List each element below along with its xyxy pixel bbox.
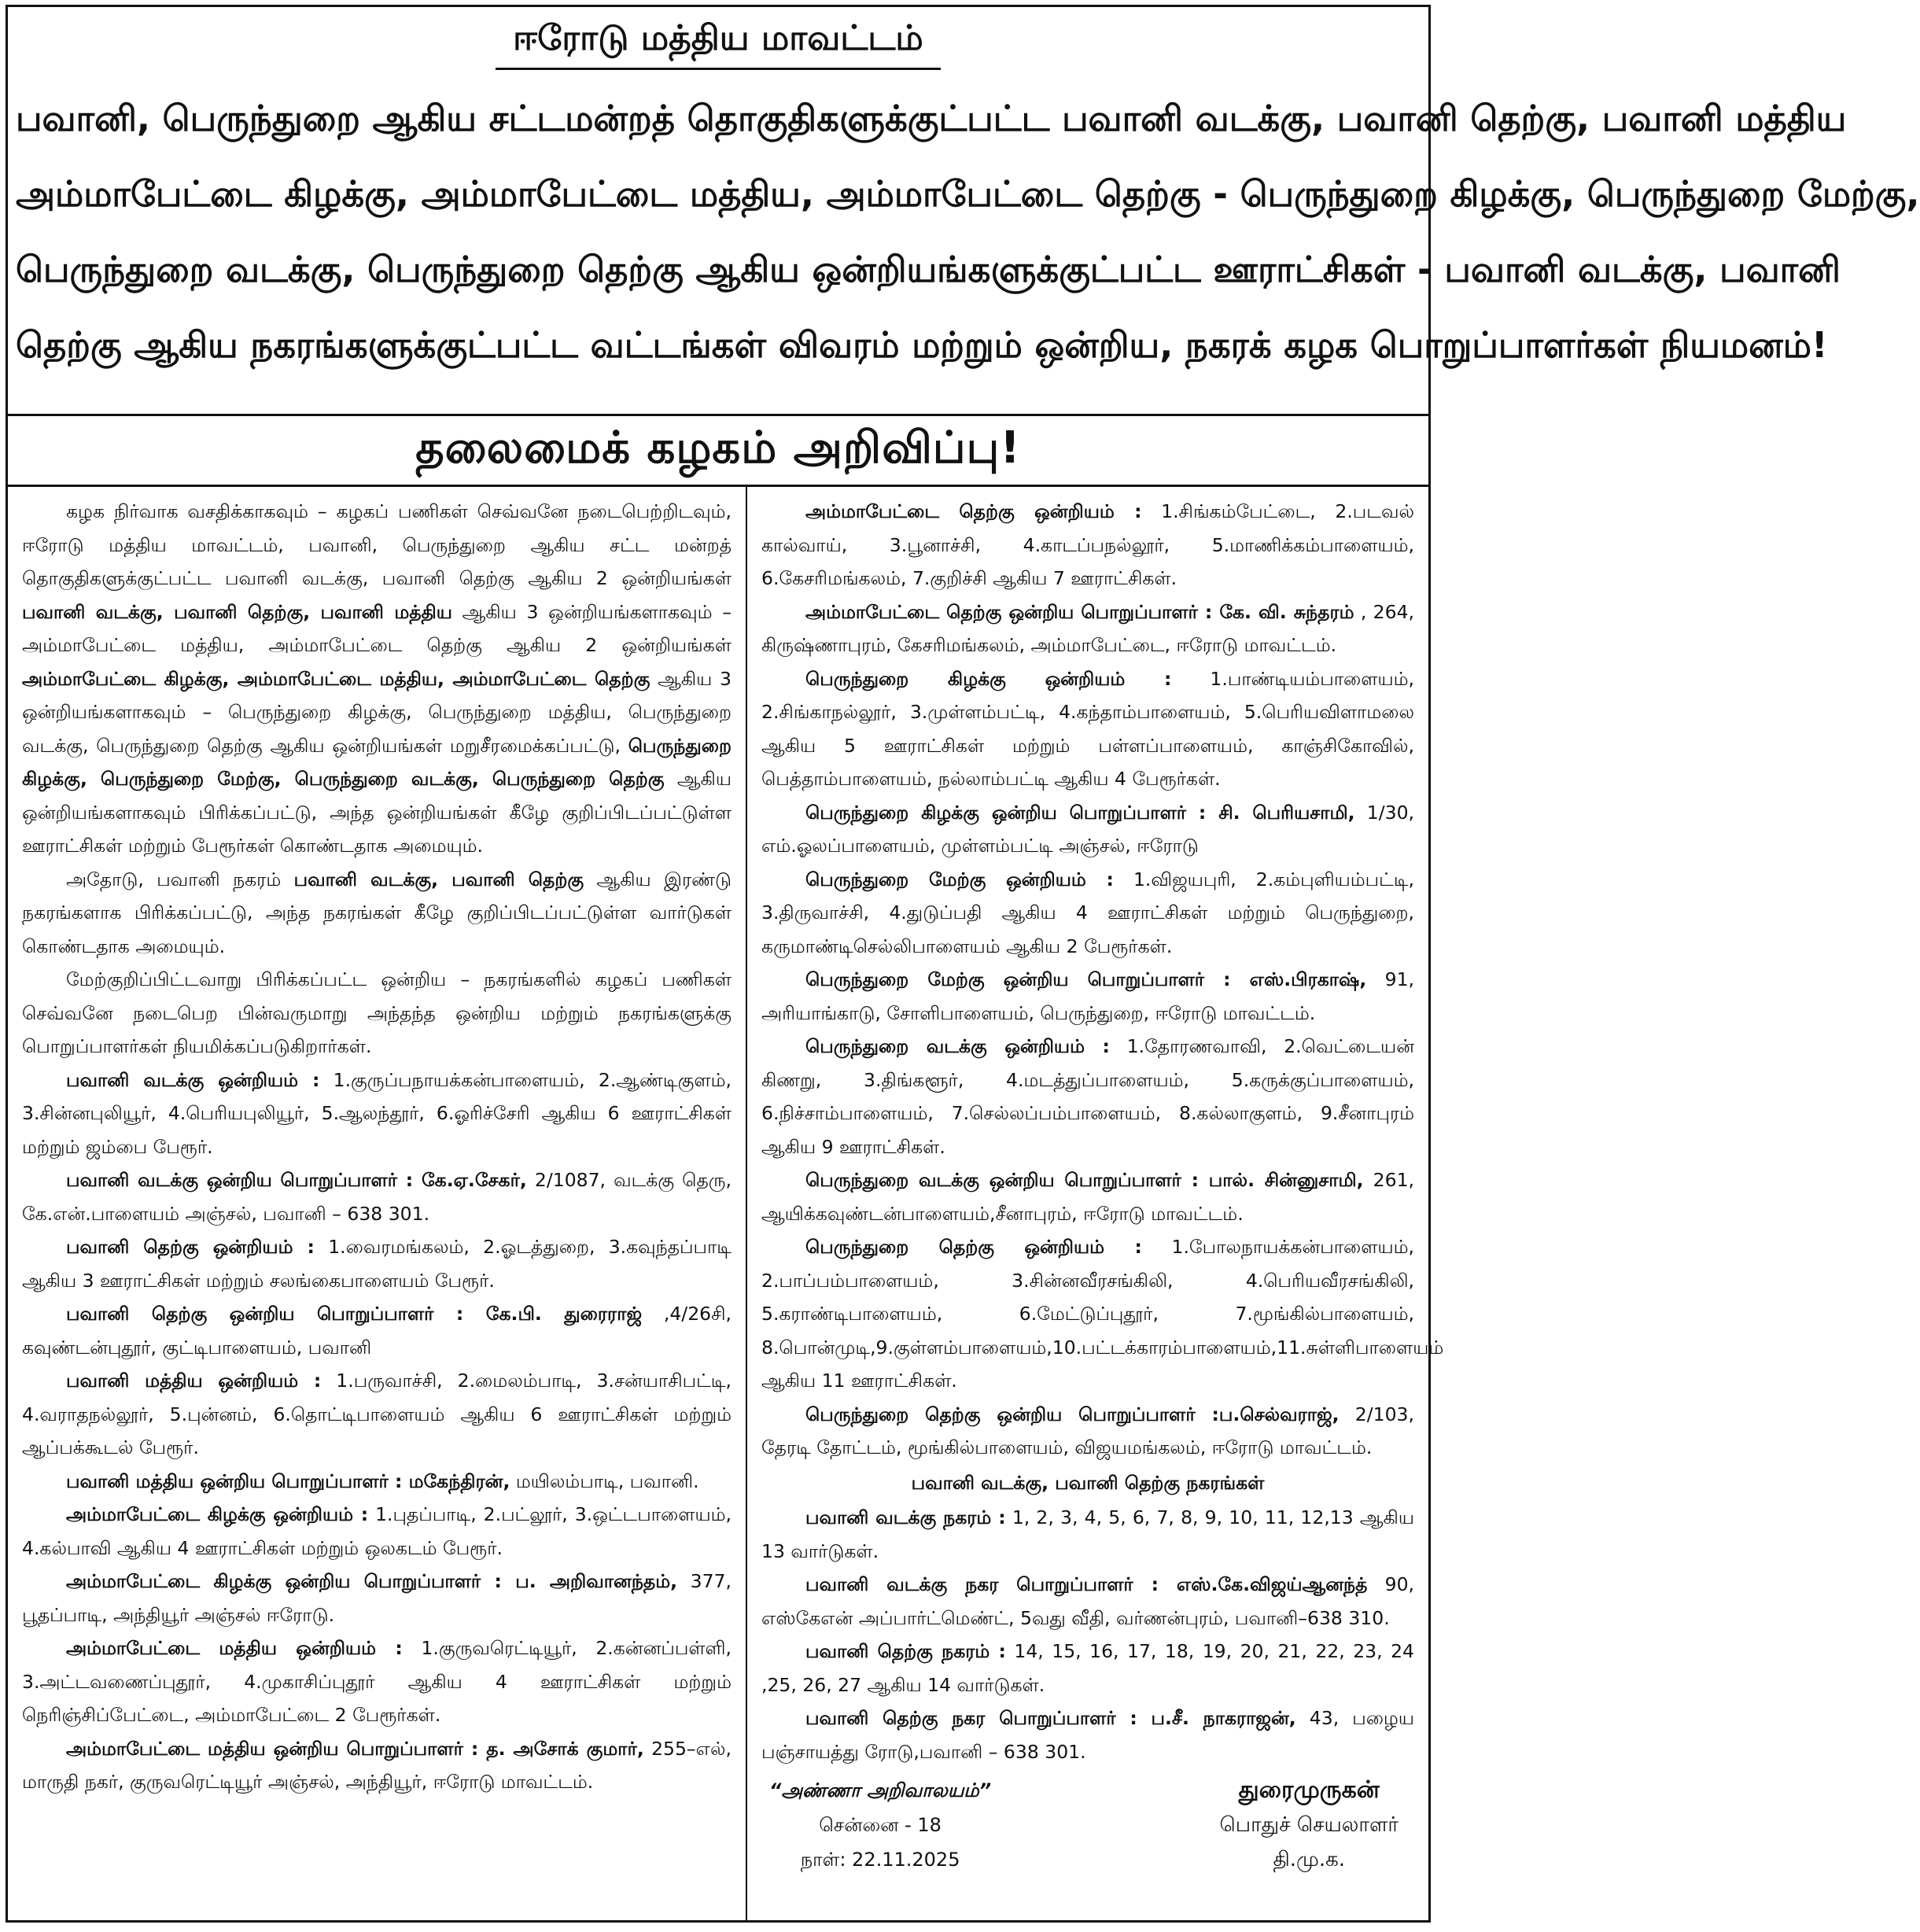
intro-text: கழக நிர்வாக வசதிக்காகவும் – கழகப் பணிகள் செவ்வனே நடைபெற்றிடவும், ஈரோடு மத்திய மாவட்டம், பவானி, பெருந்துறை ஆகிய சட்ட மன்றத் தொகுதிகளுக்குட்பட்ட பவானி வடக்கு, பவானி தெற்கு ஆகிய 2 ஒன்றியங்கள் <box>22 500 732 589</box>
signatory-block <box>1219 1773 1399 1877</box>
union-entry <box>761 495 1414 595</box>
issuing-office <box>769 1773 991 1877</box>
entry-text: 1.குருப்பநாயக்கன்பாளையம், 2.ஆண்டிகுளம், 3.சின்னபுலியூர், 4.பெரியபுலியூர், 5.ஆலந்தூர், 6.ஓரிச்சேரி ஆகிய 6 ஊராட்சிகள் மற்றும் ஜம்பை பேரூர். <box>22 1068 732 1158</box>
entry-text: 1.குருவரெட்டியூர், 2.கன்னப்பள்ளி, 3.அட்டவணைப்புதூர், 4.முகாசிப்புதூர் ஆகிய 4 ஊராட்சிகள் மற்றும் நெரிஞ்சிப்பேட்டை, அம்மாபேட்டை 2 பேரூர்கள். <box>22 1637 732 1726</box>
intro-paragraph-2 <box>22 863 732 964</box>
entry-label: அம்மாபேட்டை தெற்கு ஒன்றியம் : <box>805 500 1142 522</box>
entry-text: 377, பூதப்பாடி, அந்தியூர் அஞ்சல் ஈரோடு. <box>22 1570 732 1626</box>
entry-text: 1.போலநாயக்கன்பாளையம், 2.பாப்பம்பாளையம், 3.சின்னவீரசங்கிலி, 4.பெரியவீரசங்கிலி, 5.கராண்டிபாளையம், 6.மேட்டுப்புதூர், 7.மூங்கில்பாளையம், 8.பொன்முடி,9.குள்ளம்பாளையம்,10.பட்டக்காரம்பாளையம்,11.சுள்ளிபாளையம் ஆகிய 11 ஊராட்சிகள். <box>761 1236 1444 1392</box>
entry-label: பவானி மத்திய ஒன்றிய பொறுப்பாளர் : மகேந்திரன், <box>66 1469 510 1492</box>
right-column <box>747 487 1444 1920</box>
entry-label: அம்மாபேட்டை மத்திய ஒன்றியம் : <box>66 1637 403 1659</box>
party-name: தி.மு.க. <box>1273 1848 1346 1871</box>
town-incharge-entry <box>761 1568 1414 1635</box>
entry-text: 90, எஸ்கேஎன் அப்பார்ட்மெண்ட், 5வது வீதி, வர்ணன்புரம், பவானி–638 310. <box>761 1573 1414 1629</box>
incharge-entry <box>22 1465 732 1499</box>
entry-text: 1/30, எம்.ஓலப்பாளையம், முள்ளம்பட்டி அஞ்சல், ஈரோடு <box>761 801 1414 857</box>
intro-text: அதோடு, பவானி நகரம் <box>66 868 282 890</box>
incharge-entry <box>761 796 1414 863</box>
entry-text: 1.விஜயபுரி, 2.கம்புளியம்பட்டி, 3.திருவாச்சி, 4.துடுப்பதி ஆகிய 4 ஊராட்சிகள் மற்றும் பெருந்துறை, கருமாண்டிசெல்லிபாளையம் ஆகிய 2 பேரூர்கள். <box>761 868 1414 957</box>
entry-label: பெருந்துறை வடக்கு ஒன்றியம் : <box>805 1035 1110 1057</box>
entry-text: 2/1087, வடக்கு தெரு, கே.என்.பாளையம் அஞ்சல், பவானி – 638 301. <box>22 1169 732 1225</box>
entry-label: அம்மாபேட்டை கிழக்கு ஒன்றிய பொறுப்பாளர் : ப. அறிவானந்தம், <box>66 1570 678 1592</box>
entry-text: 91, அரியாங்காடு, சோளிபாளையம், பெருந்துறை, ஈரோடு மாவட்டம். <box>761 968 1414 1024</box>
entry-text: 1.பாண்டியம்பாளையம், 2.சிங்காநல்லூர், 3.முள்ளம்பட்டி, 4.கந்தாம்பாளையம், 5.பெரியவிளாமலை ஆகிய 5 ஊராட்சிகள் மற்றும் பள்ளப்பாளையம், காஞ்சிகோவில், பெத்தாம்பாளையம், நல்லாம்பட்டி ஆகிய 4 பேரூர்கள். <box>761 667 1414 790</box>
union-entry <box>761 863 1414 964</box>
incharge-entry <box>761 1163 1414 1230</box>
entry-label: பெருந்துறை வடக்கு ஒன்றிய பொறுப்பாளர் : பால். சின்னுசாமி, <box>805 1169 1364 1191</box>
intro-paragraph-3: மேற்குறிப்பிட்டவாறு பிரிக்கப்பட்ட ஒன்றிய – நகரங்களில் கழகப் பணிகள் செவ்வனே நடைபெற பின்வருமாறு அந்தந்த ஒன்றிய மற்றும் நகரங்களுக்கு பொறுப்பாளர்கள் நியமிக்கப்படுகிறார்கள். <box>22 968 732 1057</box>
incharge-entry <box>761 963 1414 1030</box>
notice-date: நாள்: 22.11.2025 <box>800 1849 960 1871</box>
entry-label: பவானி மத்திய ஒன்றியம் : <box>66 1370 322 1392</box>
entry-text: 2/103, தேரடி தோட்டம், மூங்கில்பாளையம், விஜயமங்கலம், ஈரோடு மாவட்டம். <box>761 1403 1414 1458</box>
notice-body <box>8 487 1444 1920</box>
union-entry <box>22 1230 732 1297</box>
entry-label: பவானி வடக்கு ஒன்றிய பொறுப்பாளர் : கே.ஏ.சேகர், <box>66 1169 527 1191</box>
towns-heading: பவானி வடக்கு, பவானி தெற்கு நகரங்கள் <box>911 1471 1265 1494</box>
entry-text: 261, ஆயிக்கவுண்டன்பாளையம்,சீனாபுரம், ஈரோடு மாவட்டம். <box>761 1169 1414 1225</box>
intro-emphasis: பவானி வடக்கு, பவானி தெற்கு <box>293 868 584 890</box>
entry-label: பவானி வடக்கு நகர பொறுப்பாளர் : எஸ்.கே.விஜய்ஆனந்த் <box>805 1573 1368 1595</box>
intro-text: ஆகிய ஒன்றியங்களாகவும் பிரிக்கப்பட்டு, அந்த ஒன்றியங்கள் கீழே குறிப்பிடப்பட்டுள்ள ஊராட்சிகள் மற்றும் பேரூர்கள் கொண்டதாக அமையும். <box>22 768 732 857</box>
intro-text: ஆகிய 3 ஒன்றியங்களாகவும் – பெருந்துறை கிழக்கு, பெருந்துறை மத்திய, பெருந்துறை வடக்கு, பெருந்துறை தெற்கு ஆகிய ஒன்றியங்கள் மறுசீரமைக்கப்பட்டு, <box>22 667 732 757</box>
incharge-entry <box>761 595 1414 662</box>
signatory-name: துரைமுருகன் <box>1238 1776 1380 1804</box>
union-entry <box>22 1364 732 1465</box>
headline-line-2: அம்மாபேட்டை கிழக்கு, அம்மாபேட்டை மத்திய, அம்மாபேட்டை தெற்கு - பெருந்துறை கிழக்கு, பெருந்துறை மேற்கு, <box>16 173 1920 215</box>
entry-text: 1.புதப்பாடி, 2.பட்லூர், 3.ஒட்டபாளையம், 4.கல்பாவி ஆகிய 4 ஊராட்சிகள் மற்றும் ஒலகடம் பேரூர். <box>22 1503 732 1559</box>
union-entry <box>761 662 1414 796</box>
entry-label: பெருந்துறை கிழக்கு ஒன்றிய பொறுப்பாளர் : சி. பெரியசாமி, <box>805 801 1355 824</box>
entry-text: 1.சிங்கம்பேட்டை, 2.படவல் கால்வாய், 3.பூனாச்சி, 4.காடப்பநல்லூர், 5.மாணிக்கம்பாளையம், 6.கேசரிமங்கலம், 7.குறிச்சி ஆகிய 7 ஊராட்சிகள். <box>761 500 1414 589</box>
entry-text: 255–எல், மாருதி நகர், குருவரெட்டியூர் அஞ்சல், அந்தியூர், ஈரோடு மாவட்டம். <box>22 1737 732 1793</box>
intro-emphasis: பெருந்துறை கிழக்கு, பெருந்துறை மேற்கு, பெருந்துறை வடக்கு, பெருந்துறை தெற்கு <box>22 734 732 790</box>
entry-label: பெருந்துறை தெற்கு ஒன்றிய பொறுப்பாளர் :ப.செல்வராஜ், <box>805 1403 1340 1425</box>
incharge-entry <box>22 1163 732 1230</box>
entry-text: , 264, கிருஷ்ணாபுரம், கேசரிமங்கலம், அம்மாபேட்டை, ஈரோடு மாவட்டம். <box>761 600 1414 656</box>
intro-text: ஆகிய இரண்டு நகரங்களாக பிரிக்கப்பட்டு, அந்த நகரங்கள் கீழே குறிப்பிடப்பட்டுள்ள வார்டுகள் கொண்டதாக அமையும். <box>22 868 732 957</box>
union-entry <box>761 1030 1414 1163</box>
entry-label: பவானி தெற்கு நகர பொறுப்பாளர் : ப.சீ. நாகராஜன், <box>805 1707 1296 1729</box>
district-title: ஈரோடு மத்திய மாவட்டம் <box>496 18 941 70</box>
headline-line-4: தெற்கு ஆகிய நகரங்களுக்குட்பட்ட வட்டங்கள் விவரம் மற்றும் ஒன்றிய, நகரக் கழக பொறுப்பாளர்கள் நியமனம்! <box>16 324 1828 366</box>
entry-text: மயிலம்பாடி, பவானி. <box>515 1469 699 1492</box>
entry-label: பவானி தெற்கு ஒன்றிய பொறுப்பாளர் : கே.பி. துரைராஜ் <box>66 1303 643 1325</box>
incharge-entry <box>761 1398 1414 1465</box>
entry-text: 1.தோரணவாவி, 2.வெட்டையன் கிணறு, 3.திங்களூர், 4.மடத்துப்பாளையம், 5.கருக்குப்பாளையம், 6.நிச்சாம்பாளையம், 7.செல்லப்பம்பாளையம், 8.கல்லாகுளம், 9.சீனாபுரம் ஆகிய 9 ஊராட்சிகள். <box>761 1035 1414 1158</box>
entry-label: அம்மாபேட்டை மத்திய ஒன்றிய பொறுப்பாளர் : த. அசோக் குமார், <box>66 1737 644 1760</box>
intro-paragraph-1 <box>22 495 732 863</box>
entry-text: 1, 2, 3, 4, 5, 6, 7, 8, 9, 10, 11, 12,13 ஆகிய 13 வார்டுகள். <box>761 1506 1415 1562</box>
town-incharge-entry <box>761 1702 1414 1768</box>
incharge-entry <box>22 1732 732 1799</box>
entry-text: 1.வைரமங்கலம், 2.ஓடத்துறை, 3.கவுந்தப்பாடி ஆகிய 3 ஊராட்சிகள் மற்றும் சலங்கைபாளையம் பேரூர். <box>22 1236 732 1292</box>
town-entry <box>761 1635 1414 1702</box>
union-entry <box>22 1498 732 1565</box>
union-entry <box>22 1632 732 1732</box>
notice-page <box>6 5 1920 1923</box>
entry-label: பெருந்துறை கிழக்கு ஒன்றியம் : <box>805 667 1172 690</box>
signatory-designation: பொதுச் செயலாளர் <box>1219 1813 1399 1837</box>
incharge-entry <box>22 1565 732 1632</box>
intro-text: ஆகிய 3 ஒன்றியங்களாகவும் – அம்மாபேட்டை மத்திய, அம்மாபேட்டை தெற்கு ஆகிய 2 ஒன்றியங்கள் <box>22 600 732 656</box>
entry-text: 1.பருவாச்சி, 2.மைலம்பாடி, 3.சன்யாசிபட்டி, 4.வராதநல்லூர், 5.புன்னம், 6.தொட்டிபாளையம் ஆகிய 6 ஊராட்சிகள் மற்றும் ஆப்பக்கூடல் பேரூர். <box>22 1370 732 1458</box>
notice-footer <box>761 1773 1414 1877</box>
entry-label: பெருந்துறை தெற்கு ஒன்றியம் : <box>805 1236 1142 1258</box>
office-city: சென்னை - 18 <box>819 1814 942 1836</box>
entry-text: 14, 15, 16, 17, 18, 19, 20, 21, 22, 23, 24 ,25, 26, 27 ஆகிய 14 வார்டுகள். <box>761 1640 1414 1696</box>
entry-text: ,4/26சி, கவுண்டன்புதூர், குட்டிபாளையம், பவானி <box>22 1303 732 1359</box>
entry-label: பவானி தெற்கு நகரம் : <box>805 1640 1006 1662</box>
headline-line-1: பவானி, பெருந்துறை ஆகிய சட்டமன்றத் தொகுதிகளுக்குட்பட்ட பவானி வடக்கு, பவானி தெற்கு, பவானி மத்திய <box>16 98 1847 139</box>
notice-title-band <box>8 416 1428 487</box>
union-entry <box>761 1230 1444 1398</box>
union-entry <box>22 1064 732 1164</box>
entry-label: பவானி தெற்கு ஒன்றியம் : <box>66 1236 315 1258</box>
entry-label: பெருந்துறை மேற்கு ஒன்றியம் : <box>805 868 1114 890</box>
headline-line-3: பெருந்துறை வடக்கு, பெருந்துறை தெற்கு ஆகிய ஒன்றியங்களுக்குட்பட்ட ஊராட்சிகள் - பவானி வடக்கு, பவானி <box>16 249 1841 290</box>
incharge-entry <box>22 1297 732 1364</box>
entry-label: பெருந்துறை மேற்கு ஒன்றிய பொறுப்பாளர் : எஸ்.பிரகாஷ், <box>805 968 1367 990</box>
notice-title: தலைமைக் கழகம் அறிவிப்பு! <box>415 422 1021 474</box>
entry-label: அம்மாபேட்டை கிழக்கு ஒன்றியம் : <box>66 1503 369 1525</box>
entry-label: அம்மாபேட்டை தெற்கு ஒன்றிய பொறுப்பாளர் : கே. வி. சுந்தரம் <box>805 600 1354 623</box>
office-name: “அண்ணா அறிவாலயம்” <box>769 1779 992 1801</box>
intro-emphasis: பவானி வடக்கு, பவானி தெற்கு, பவானி மத்திய <box>22 600 452 623</box>
notice-header <box>8 7 1920 416</box>
entry-text: 43, பழைய பஞ்சாயத்து ரோடு,பவானி – 638 301. <box>761 1707 1414 1763</box>
entry-label: பவானி வடக்கு நகரம் : <box>805 1506 1006 1528</box>
town-entry <box>761 1501 1414 1568</box>
left-column <box>8 487 747 1920</box>
intro-emphasis: அம்மாபேட்டை கிழக்கு, அம்மாபேட்டை மத்திய, அம்மாபேட்டை தெற்கு <box>22 667 650 690</box>
entry-label: பவானி வடக்கு ஒன்றியம் : <box>66 1068 320 1091</box>
